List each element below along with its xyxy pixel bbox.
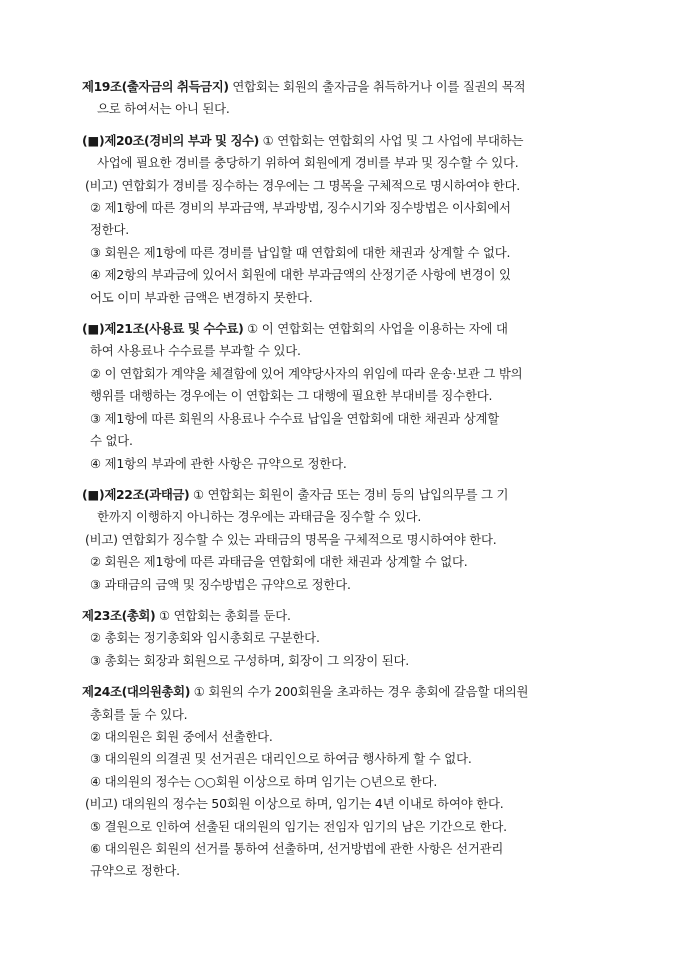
article-first-clause: ① 연합회는 총회를 둔다.	[155, 607, 291, 623]
article-title: 제23조(총회)	[82, 607, 156, 623]
revision-mark: (■)	[82, 321, 105, 337]
clause-line: ② 회원은 제1항에 따른 과태금을 연합회에 대한 채권과 상계할 수 없다.	[90, 554, 468, 570]
article-title: 제20조(경비의 부과 및 징수)	[104, 132, 259, 148]
clause-line: ② 이 연합회가 계약을 체결함에 있어 계약당사자의 위임에 따라 운송·보관 그 밖의	[90, 365, 523, 381]
continuation-line: 총회를 둘 수 있다.	[90, 706, 188, 722]
remark-line: (비고) 연합회가 징수할 수 있는 과태금의 명목을 구체적으로 명시하여야 한다.	[85, 531, 497, 547]
continuation-line: 어도 이미 부과한 금액은 변경하지 못한다.	[90, 289, 313, 305]
clause-line: ④ 제1항의 부과에 관한 사항은 규약으로 정한다.	[90, 455, 347, 471]
revision-mark: (■)	[82, 486, 105, 502]
article-23	[82, 605, 602, 672]
article-21	[82, 318, 602, 475]
article-first-clause: ① 이 연합회는 연합회의 사업을 이용하는 자에 대	[243, 321, 508, 337]
clause-line: ② 대의원은 회원 중에서 선출한다.	[90, 728, 273, 744]
article-heading-line	[82, 681, 602, 703]
continuation-line: 한까지 이행하지 아니하는 경우에는 과태금을 징수할 수 있다.	[97, 509, 422, 525]
continuation-line: 행위를 대행하는 경우에는 이 연합회는 그 대행에 필요한 부대비를 징수한다.	[90, 388, 493, 404]
remark-line: (비고) 연합회가 경비를 징수하는 경우에는 그 명목을 구체적으로 명시하여야 한다.	[85, 177, 521, 193]
document-page	[82, 76, 602, 892]
article-heading-line	[82, 484, 602, 506]
continuation-line: 으로 하여서는 아니 된다.	[97, 101, 230, 117]
clause-line: ③ 과태금의 금액 및 징수방법은 규약으로 정한다.	[90, 576, 351, 592]
continuation-line: 하여 사용료나 수수료를 부과할 수 있다.	[90, 343, 301, 359]
article-first-clause: 연합회는 회원의 출자금을 취득하거나 이를 질권의 목적	[228, 79, 526, 94]
article-first-clause: ① 연합회는 회원이 출자금 또는 경비 등의 납입의무를 그 기	[189, 486, 509, 502]
article-first-clause: ① 연합회는 연합회의 사업 및 그 사업에 부대하는	[258, 132, 524, 148]
article-title: 제19조(출자금의 취득금지)	[82, 79, 229, 94]
article-heading-line	[82, 130, 602, 152]
continuation-line: 수 없다.	[90, 433, 133, 449]
clause-line: ② 제1항에 따른 경비의 부과금액, 부과방법, 징수시기와 징수방법은 이사회에서	[90, 200, 511, 216]
article-list	[82, 76, 602, 883]
continuation-line: 규약으로 정한다.	[90, 863, 180, 879]
article-title: 제22조(과태금)	[104, 486, 190, 502]
article-19	[82, 76, 602, 121]
article-heading-line	[82, 76, 602, 98]
clause-line: ⑤ 결원으로 인하여 선출된 대의원의 임기는 전임자 임기의 남은 기간으로 한다.	[90, 818, 507, 834]
remark-line: (비고) 대의원의 정수는 50회원 이상으로 하며, 임기는 4년 이내로 하여야 한다.	[85, 796, 504, 812]
clause-line: ⑥ 대의원은 회원의 선거를 통하여 선출하며, 선거방법에 관한 사항은 선거관리	[90, 841, 504, 856]
article-first-clause: ① 회원의 수가 200회원을 초과하는 경우 총회에 갈음할 대의원	[189, 684, 529, 700]
revision-mark: (■)	[82, 132, 105, 148]
article-title: 제24조(대의원총회)	[82, 684, 190, 700]
clause-line: ③ 대의원의 의결권 및 선거권은 대리인으로 하여금 행사하게 할 수 없다.	[90, 751, 472, 767]
clause-line: ② 총회는 정기총회와 임시총회로 구분한다.	[90, 630, 320, 646]
continuation-line: 정한다.	[90, 222, 130, 238]
continuation-line: 사업에 필요한 경비를 충당하기 위하여 회원에게 경비를 부과 및 징수할 수 있다.	[97, 155, 519, 171]
article-heading-line	[82, 318, 602, 340]
article-heading-line	[82, 605, 602, 627]
article-title: 제21조(사용료 및 수수료)	[104, 321, 244, 337]
clause-line: ③ 총회는 회장과 회원으로 구성하며, 회장이 그 의장이 된다.	[90, 652, 409, 668]
clause-line: ④ 대의원의 정수는 ○○회원 이상으로 하며 임기는 ○년으로 한다.	[90, 773, 438, 789]
clause-line: ④ 제2항의 부과금에 있어서 회원에 대한 부과금액의 산정기준 사항에 변경이 있	[90, 267, 511, 283]
clause-line: ③ 제1항에 따른 회원의 사용료나 수수료 납입을 연합회에 대한 채권과 상계할	[90, 410, 500, 426]
article-24	[82, 681, 602, 883]
clause-line: ③ 회원은 제1항에 따른 경비를 납입할 때 연합회에 대한 채권과 상계할 수 없다.	[90, 244, 511, 260]
article-22	[82, 484, 602, 596]
article-20	[82, 130, 602, 309]
